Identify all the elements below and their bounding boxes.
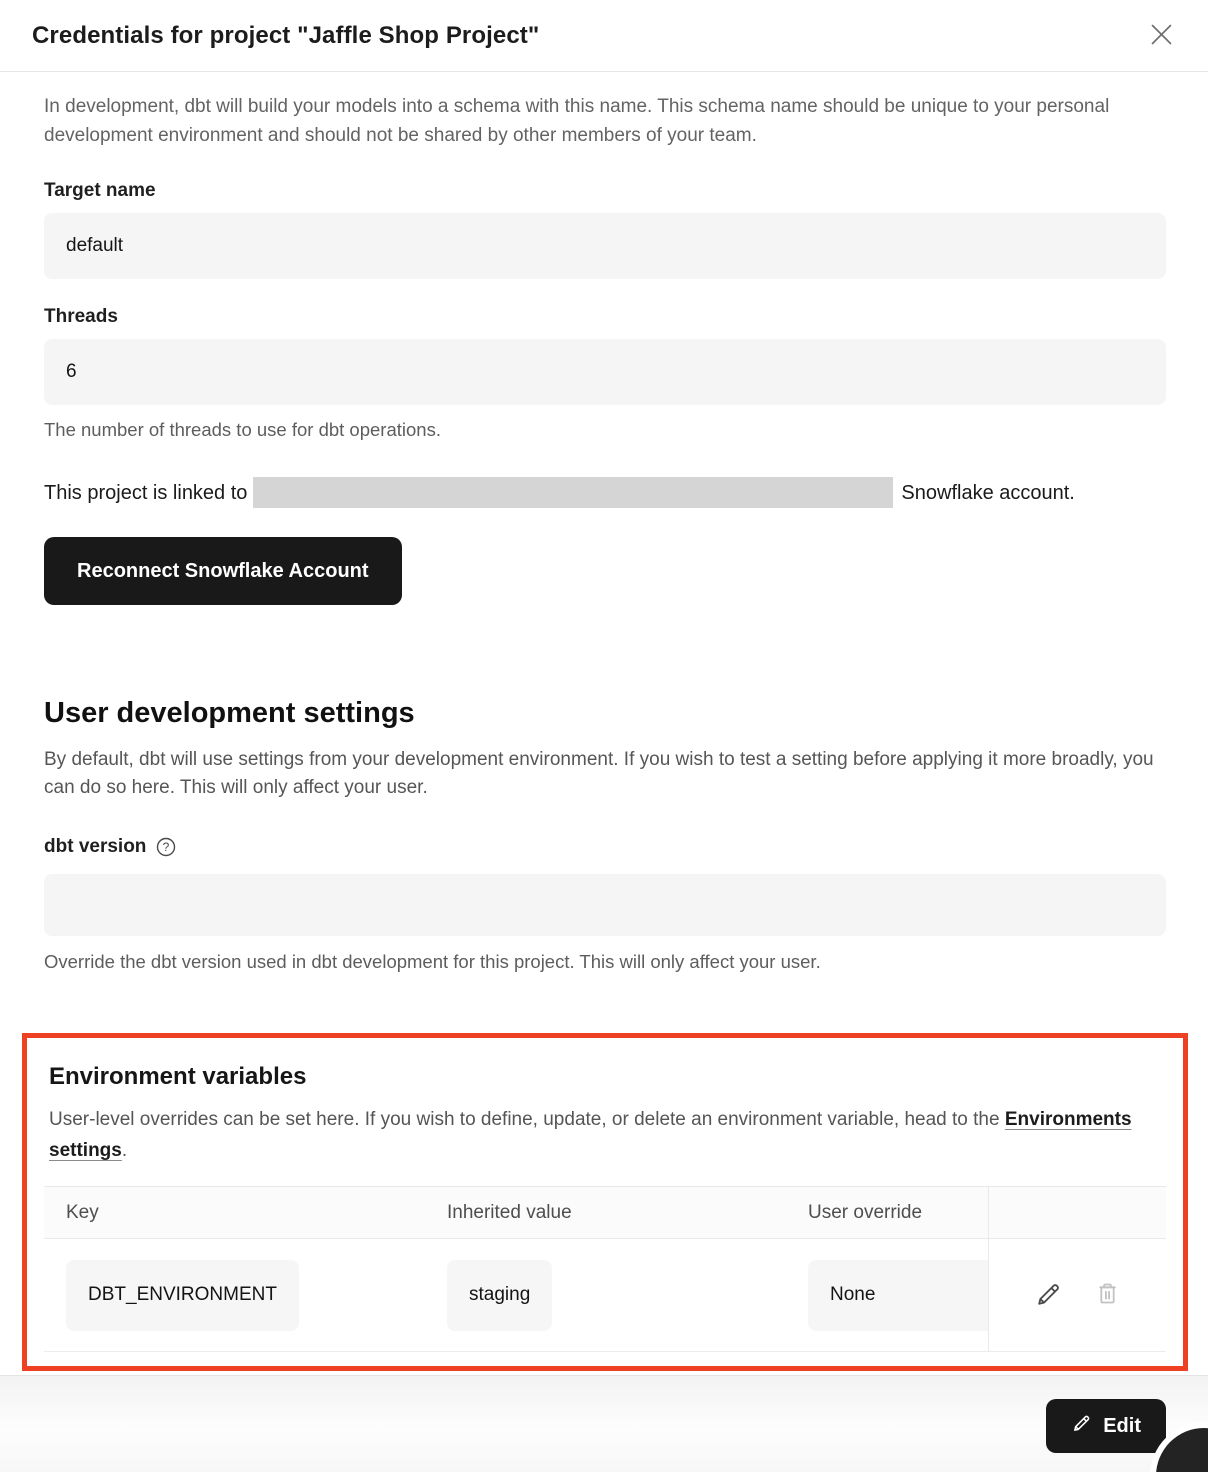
edit-button[interactable] [1046, 1399, 1166, 1453]
target-name-input[interactable] [44, 213, 1166, 279]
snowflake-linked-text [44, 475, 1166, 511]
column-header-inherited-value: Inherited value [425, 1187, 786, 1239]
user-dev-settings-description: By default, dbt will use settings from your development environment. If you wish to test a setting before applying it more broadly, you can do so here. This will only affect your user. [44, 749, 1154, 798]
dbt-version-helper-text: Override the dbt version used in dbt development for this project. This will only affect your user. [44, 951, 821, 972]
env-vars-description [44, 1104, 1166, 1166]
trash-icon [1094, 1280, 1121, 1310]
edit-env-var-button[interactable] [1032, 1277, 1066, 1314]
threads-label: Threads [44, 306, 118, 327]
linked-text-before: This project is linked to [44, 482, 248, 504]
redacted-account-name [253, 477, 893, 508]
target-name-label: Target name [44, 180, 156, 201]
threads-input[interactable] [44, 339, 1166, 405]
help-icon[interactable] [155, 836, 177, 858]
reconnect-snowflake-button[interactable] [44, 537, 402, 605]
table-header-row [44, 1187, 1166, 1239]
environments-settings-link[interactable]: Environments settings [49, 1109, 1132, 1161]
modal-footer [0, 1375, 1208, 1472]
env-var-key-value: DBT_ENVIRONMENT [66, 1260, 299, 1331]
pencil-icon [1034, 1279, 1064, 1312]
dbt-version-input[interactable] [44, 874, 1166, 936]
close-button[interactable] [1144, 19, 1178, 53]
user-dev-settings-heading: User development settings [44, 697, 415, 729]
delete-env-var-button[interactable] [1092, 1278, 1123, 1312]
reconnect-button-label: Reconnect Snowflake Account [77, 559, 369, 582]
threads-helper-text: The number of threads to use for dbt operations. [44, 419, 441, 440]
close-icon [1148, 21, 1175, 51]
modal-header [0, 0, 1208, 72]
intro-text: In development, dbt will build your models into a schema with this name. This schema name should be unique to your personal development environment and should not be shared by other members of your team. [44, 96, 1110, 146]
modal-title: Credentials for project "Jaffle Shop Project" [32, 21, 540, 49]
env-var-inherited-value: staging [447, 1260, 552, 1331]
env-desc-after: . [121, 1140, 128, 1161]
env-var-user-override-value: None [808, 1260, 988, 1331]
modal-body [0, 92, 1208, 1371]
env-desc-before: User-level overrides can be set here. If you wish to define, update, or delete an environment variable, head to the [49, 1109, 1005, 1130]
column-header-key: Key [44, 1187, 425, 1239]
environment-variables-section [22, 1033, 1188, 1371]
env-vars-table [44, 1186, 1166, 1352]
edit-pencil-icon [1071, 1412, 1093, 1440]
env-vars-heading: Environment variables [49, 1063, 307, 1090]
column-header-user-override: User override [786, 1187, 988, 1239]
table-row [44, 1239, 1166, 1352]
linked-text-after: Snowflake account. [901, 482, 1075, 504]
column-header-actions [988, 1187, 1166, 1239]
dbt-version-label: dbt version [44, 836, 147, 857]
edit-button-label: Edit [1103, 1414, 1141, 1437]
svg-text:?: ? [163, 840, 170, 855]
